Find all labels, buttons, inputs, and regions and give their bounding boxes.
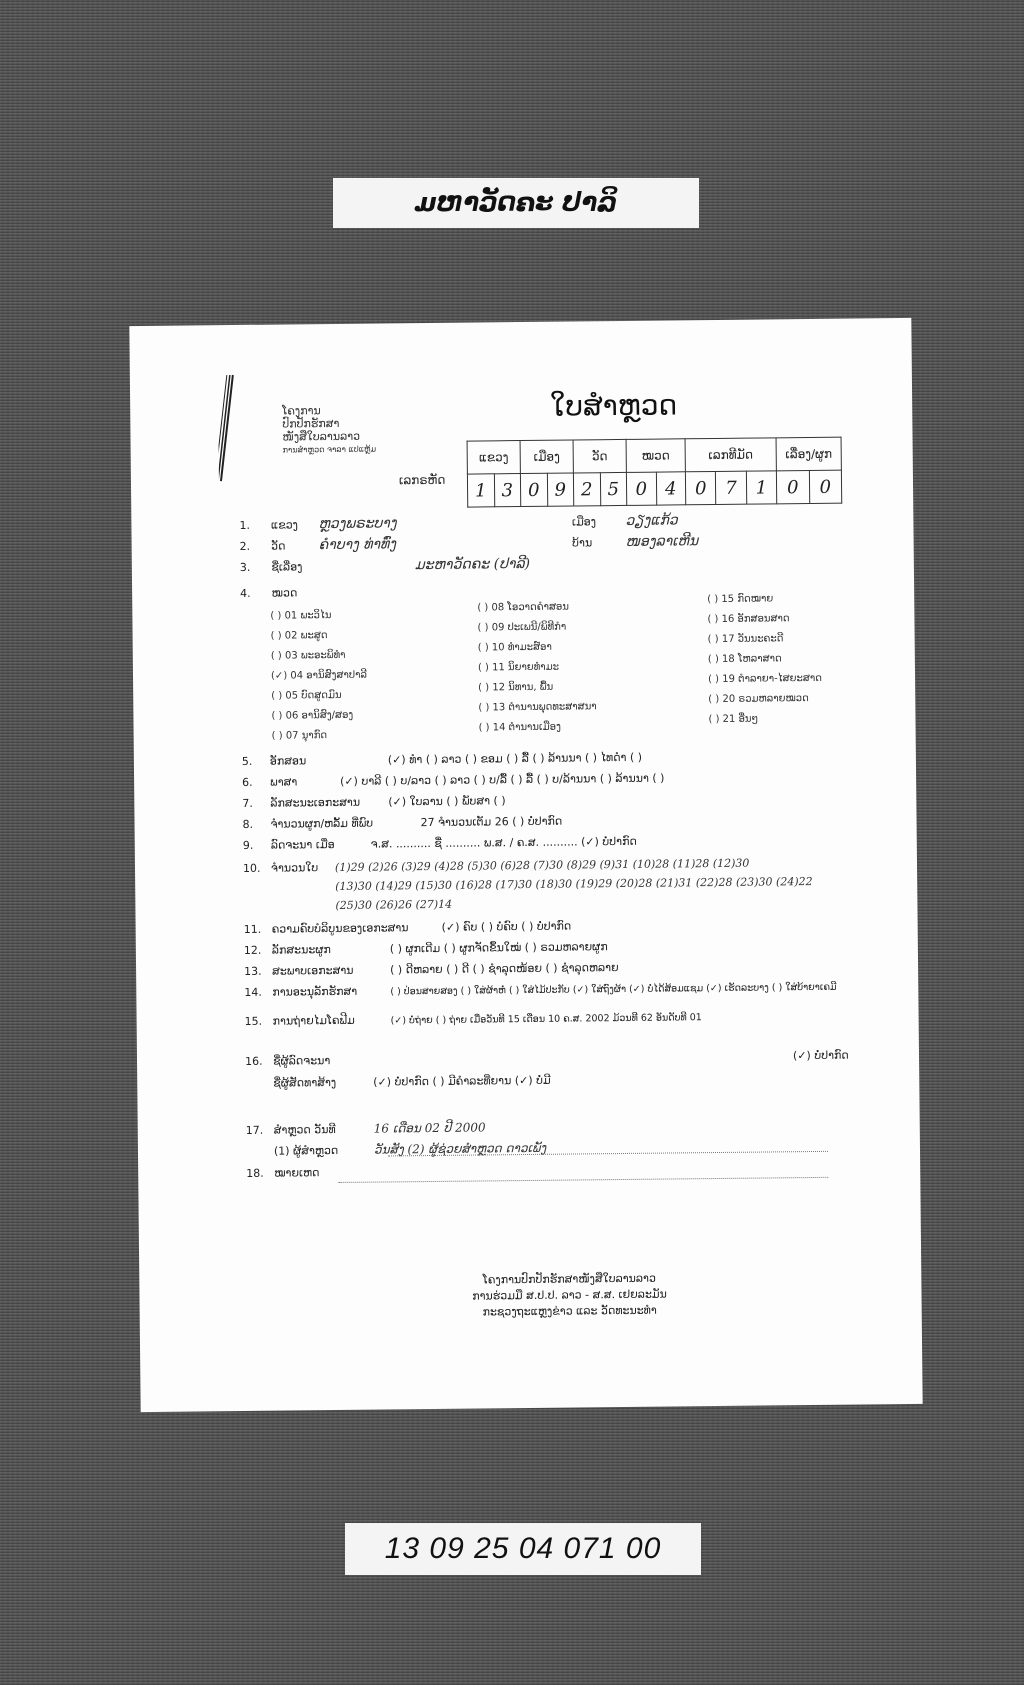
field-options: (13)30 (14)29 (15)30 (16)28 (17)30 (18)30 (19)29 (20)28 (21)31 (22)28 (23)30 (24)22 — [335, 875, 813, 893]
code-digit: 4 — [656, 472, 686, 505]
code-label: ເລກຣຫັດ — [398, 472, 446, 488]
field-number: 15. — [244, 1014, 263, 1028]
code-header: ໝວດ — [626, 439, 685, 473]
code-digit: 0 — [776, 471, 809, 504]
field-options: (✓) ບາລີ ( ) ບ/ລາວ ( ) ລາວ ( ) ບ/ລື້ ( ) ລື້ ( ) ບ/ລ້ານນາ ( ) ລ້ານນາ ( ) — [340, 771, 665, 788]
field-options: (✓) ຄົບ ( ) ບໍ່ຄົບ ( ) ບໍ່ປາກົດ — [441, 919, 572, 934]
field-number: 6. — [242, 775, 253, 789]
code-table — [467, 437, 843, 508]
field-number: 9. — [242, 838, 254, 852]
field-row — [243, 835, 637, 852]
field-row — [243, 857, 750, 875]
field-number: 16. — [244, 1054, 263, 1068]
field-row — [242, 772, 664, 789]
field-value: ມະຫາວັດຄະ (ປາລີ) — [414, 555, 531, 574]
category-option: ( ) 11 ນິຍາຍທຳມະ — [477, 661, 560, 674]
category-option: (✓) 04 ອານິສົງສາປາລີ — [270, 669, 368, 682]
field-number: 17. — [245, 1123, 264, 1137]
field-number: 5. — [241, 754, 253, 768]
field-options: (✓) ໃບລານ ( ) ພັບສາ ( ) — [388, 794, 506, 809]
code-header: ວັດ — [573, 439, 626, 473]
field-number: 4. — [240, 586, 251, 600]
field-label: ລັກສະນະຜູກ — [271, 943, 331, 957]
code-header: ເລກທີມັດ — [685, 438, 776, 472]
survey-form — [129, 318, 922, 1412]
footer-line: ໂຄງການປົກປັກຮັກສາໜັງສືໃບລານລາວ — [482, 1271, 656, 1287]
code-digit: 1 — [746, 471, 777, 504]
code-digit: 0 — [809, 470, 842, 503]
field-label: ບ້ານ — [572, 536, 593, 550]
remarks-line — [338, 1177, 828, 1183]
field-label: ໝາຍເຫດ — [274, 1166, 320, 1180]
field-label: ພາສາ — [270, 775, 298, 789]
category-option: ( ) 18 ໂຫລາສາດ — [707, 653, 782, 666]
field-row — [242, 751, 642, 768]
field-options: (✓) ບໍ່ປາກົດ — [792, 1048, 849, 1063]
code-digit: 5 — [600, 472, 627, 505]
category-option: ( ) 02 ພະສູດ — [270, 630, 328, 642]
field-row — [244, 980, 836, 999]
field-story-title — [240, 556, 530, 575]
field-province — [239, 512, 677, 533]
org-line: ໜັງສືໃບລານລາວ — [282, 429, 361, 444]
catalog-number-label: 13 09 25 04 071 00 — [345, 1523, 701, 1575]
field-category — [240, 586, 297, 600]
field-label — [271, 909, 335, 910]
field-label: (1) ຜູ້ສຳຫຼວດ — [273, 1143, 339, 1158]
project-logo-icon — [218, 373, 235, 483]
field-label: ລົດຈະນາ ເມື່ອ — [270, 838, 335, 852]
field-number: 11. — [243, 922, 262, 936]
category-option: ( ) 10 ທຳມະສ໌ອາ — [477, 641, 552, 654]
field-label: ຊື່ຜູ້ລົດຈະນາ — [272, 1054, 331, 1068]
field-options: (✓) ບໍ່ປາກົດ ( ) ມີຄຳລະທີ່ຍານ (✓) ບໍ່ມີ — [373, 1073, 551, 1089]
field-label — [271, 890, 335, 891]
category-option: ( ) 01 ພະວິໄນ — [270, 610, 332, 622]
field-options: (1)29 (2)26 (3)29 (4)28 (5)30 (6)28 (7)30 (8)29 (9)31 (10)28 (11)28 (12)30 — [334, 856, 750, 874]
field-row — [244, 961, 619, 978]
category-option: ( ) 16 ອັກສອນສາດ — [707, 613, 790, 626]
field-options: ວັນສັງ (2) ຜູ້ຊ່ວຍສຳຫຼວດ ດາວເພັງ — [373, 1140, 547, 1157]
category-option: ( ) 14 ຕຳນານເມືອງ — [478, 721, 561, 734]
code-digit: 0 — [626, 472, 656, 505]
category-option: ( ) 09 ປະເພນີ/ພິທີກຳ — [477, 621, 567, 634]
code-digit: 7 — [716, 471, 747, 504]
field-number: 3. — [239, 560, 251, 574]
field-label: ສຳຫຼວດ ວັນທີ — [273, 1123, 336, 1137]
field-label: ລັກສະນະເອກະສານ — [270, 795, 361, 810]
field-row — [242, 815, 562, 831]
field-number: 10. — [242, 861, 261, 875]
category-column-1 — [270, 606, 367, 747]
field-label: ຊື່ຜູ້ສັດທາສ້າງ — [273, 1075, 337, 1090]
org-line: ໂຄງການ — [282, 404, 321, 418]
field-row — [246, 1120, 486, 1137]
footer-line: ການຮ່ວມມື ສ.ປ.ປ. ລາວ - ສ.ສ. ເຢຍລະມັນ — [472, 1287, 667, 1303]
category-option: ( ) 15 ກົດໝາຍ — [707, 593, 774, 606]
field-row — [245, 1049, 849, 1068]
category-option: ( ) 17 ວັນນະຄະດີ — [707, 633, 784, 646]
form-footer — [439, 1270, 699, 1321]
field-row — [243, 875, 812, 894]
organization-block — [282, 404, 376, 457]
field-label: ການອະນຸລັກຮັກສາ — [272, 984, 358, 999]
category-option: ( ) 12 ນິທານ, ພື້ນ — [478, 681, 554, 694]
field-label: ວັດ — [271, 539, 286, 553]
footer-line: ກະຊວງຖະແຫຼງຂ່າວ ແລະ ວັດທະນະທຳ — [482, 1303, 657, 1319]
field-number: 13. — [244, 964, 262, 978]
field-row — [243, 898, 452, 913]
title-label-top: ມຫາວັດຄະ ປາລິ — [333, 178, 699, 228]
code-header: ແຂວງ — [467, 441, 520, 475]
field-row — [244, 940, 608, 957]
field-label: ໝວດ — [271, 586, 298, 600]
field-label: ຄວາມຄົບບໍລິບູນຂອງເອກະສານ — [271, 921, 409, 936]
field-row — [242, 794, 505, 810]
field-options: ( ) ດີຫລາຍ ( ) ດີ ( ) ຊຳລຸດໜ້ອຍ ( ) ຊຳລຸດຫລາຍ — [390, 961, 619, 977]
category-option: ( ) 19 ຕຳລາຍາ-ໄສຍະສາດ — [708, 672, 823, 686]
field-options: (✓) ທຳ ( ) ລາວ ( ) ຂອມ ( ) ລື້ ( ) ລ້ານນາ ( ) ໄທດຳ ( ) — [387, 750, 643, 767]
category-option: ( ) 21 ອື່ນໆ — [708, 713, 759, 726]
field-label: ແຂວງ — [270, 518, 299, 532]
category-option: ( ) 05 ບົດສູດມົນ — [271, 689, 342, 702]
org-line: ການສຳຫຼວດ ຈາລາ ແປແຫຼ້ມ — [282, 444, 377, 455]
category-option: ( ) 03 ພະອະພິທຳ — [270, 649, 346, 662]
field-options: ຈ.ສ. .......... ຊື່ .......... ພ.ສ. / ຄ.ສ. .......... (✓) ບໍ່ປາກົດ — [370, 834, 637, 851]
field-temple — [240, 533, 699, 554]
field-label: ອັກສອນ — [269, 754, 307, 768]
field-number: 7. — [242, 796, 253, 810]
field-label: ເມືອງ — [571, 515, 597, 529]
category-column-3 — [707, 589, 822, 730]
form-title: ໃບສຳຫຼວດ — [550, 388, 678, 423]
code-digit: 2 — [573, 473, 600, 506]
category-option: ( ) 20 ຣວມຫລາຍໝວດ — [708, 693, 809, 706]
field-value: ຄຳບາງ ທ່າທົ່ງ — [318, 536, 397, 554]
category-option: ( ) 08 ໂອວາດຄຳສອນ — [477, 601, 569, 614]
field-options: (25)30 (26)26 (27)14 — [335, 897, 453, 912]
field-label: ຊື່ເລື່ອງ — [271, 560, 303, 574]
field-number: 18. — [246, 1166, 264, 1180]
field-row — [245, 1074, 551, 1090]
code-digit: 0 — [685, 471, 716, 504]
code-digit: 0 — [520, 473, 547, 506]
field-number: 14. — [244, 985, 262, 999]
field-label: ການຖ່າຍໄມໂຄຟີມ — [272, 1013, 355, 1028]
code-header: ເມືອງ — [520, 440, 573, 474]
org-line: ປົກປັກຮັກສາ — [282, 416, 340, 431]
field-options: 27 ຈຳນວນເຕັມ 26 ( ) ບໍ່ປາກົດ — [420, 814, 563, 830]
field-options: ( ) ປ່ອນສາຍສອງ ( ) ໃສ່ຜ້າຫໍ່ ( ) ໃສ່ໄມ້ປະກັບ (✓) ໃສ່ຖົງຜ້າ (✓) ບໍ່ໄດ້ສ້ອມແຊມ (✓) ເຮັດລະບາງ ( ) ໃສ່ບ້າຍາເຄມີ — [390, 981, 837, 998]
field-options: (✓) ບໍ່ຖ່າຍ ( ) ຖ່າຍ ເມື່ອວັນທີ 15 ເດືອນ 10 ຄ.ສ. 2002 ມ້ວນທີ 62 ອັນດັບທີ 01 — [390, 1012, 702, 1027]
field-row — [246, 1166, 319, 1180]
field-label: ສະພາບເອກະສານ — [272, 963, 354, 978]
category-option: ( ) 06 ອານິສົງ/ສອງ — [271, 709, 354, 722]
field-number: 12. — [243, 943, 262, 957]
field-options: 16 ເດືອນ 02 ປີ 2000 — [373, 1120, 486, 1136]
field-number: 1. — [239, 518, 250, 532]
field-label: ຈຳນວນຜູກ/ຫລັ້ມ ທີ່ພົບ — [270, 816, 374, 831]
field-options: ( ) ຜູກເດີມ ( ) ຜູກຈັດຂຶ້ນໃໝ່ ( ) ຣວມຫລາຍຜູກ — [389, 940, 608, 956]
field-value: ໜອງລາເຫີນ — [625, 533, 699, 550]
category-column-2 — [477, 597, 597, 738]
field-number: 8. — [242, 817, 254, 831]
code-digit: 3 — [494, 474, 521, 507]
field-row — [244, 920, 572, 936]
field-number: 2. — [239, 539, 251, 553]
category-option: ( ) 07 ນຸາກົດ — [271, 730, 328, 742]
field-label: ຈຳນວນໃບ — [270, 861, 319, 875]
code-header: ເລື່ອງ/ຜູກ — [776, 437, 841, 471]
field-value: ວຽງແກ້ວ — [625, 512, 678, 529]
category-option: ( ) 13 ຕຳນານພຸດທະສາສນາ — [478, 701, 597, 714]
code-digit: 1 — [467, 474, 494, 507]
code-digit: 9 — [547, 473, 574, 506]
field-row — [245, 1010, 702, 1028]
field-value: ຫຼວງພຣະບາງ — [318, 515, 397, 533]
